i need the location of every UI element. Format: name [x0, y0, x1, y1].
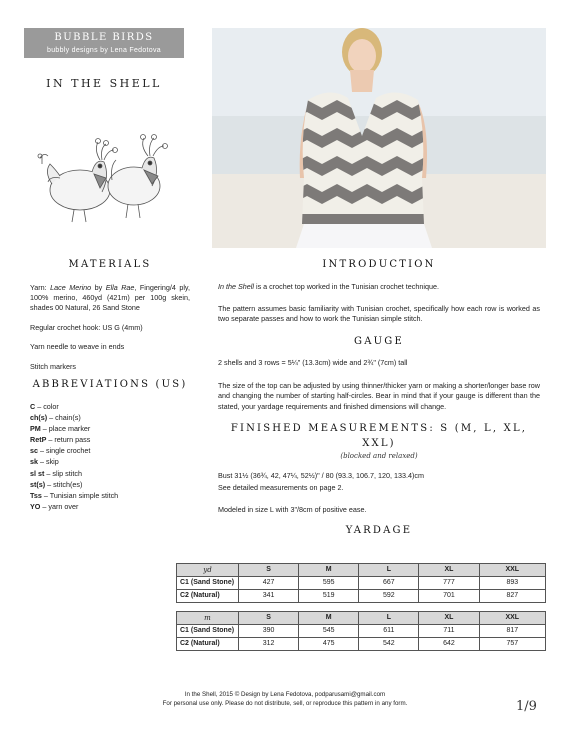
yardage-value: 427: [239, 577, 299, 590]
yardage-value: 827: [479, 590, 545, 603]
abbreviation-item: [30, 501, 190, 512]
sweater-photo-illustration: [212, 28, 546, 248]
yardage-value: 595: [299, 577, 359, 590]
size-header: L: [359, 564, 419, 577]
abbreviation-definition: – color: [35, 401, 59, 411]
size-header: L: [359, 612, 419, 625]
abbreviation-definition: – slip stitch: [44, 468, 82, 478]
abbreviations-list: [30, 401, 190, 513]
footer-copyright: In the Shell, 2015 © Design by Lena Fedotova, podparusami@gmail.com: [184, 691, 386, 698]
abbreviation-term: PM: [30, 423, 41, 433]
right-column: [218, 258, 540, 538]
yardage-table-yd: [176, 563, 546, 603]
see-measurements-text: See detailed measurements on page 2.: [218, 482, 344, 492]
abbreviation-definition: – place marker: [40, 423, 91, 433]
model-photo: [212, 28, 546, 248]
yardage-value: 701: [419, 590, 479, 603]
markers-text: Stitch markers: [30, 361, 76, 371]
yardage-value: 893: [479, 577, 545, 590]
abbreviation-term: sc: [30, 446, 38, 456]
table-header-row: [177, 612, 546, 625]
abbreviation-definition: – Tunisian simple stitch: [41, 490, 119, 500]
size-header: S: [239, 564, 299, 577]
intro-paragraph-2: The pattern assumes basic familiarity with Tunisian crochet, specifically how each row is worked as two separate passes and how to work the Tunisian simple stitch.: [218, 303, 540, 324]
intro-paragraph-1: [218, 282, 540, 292]
left-column: [30, 258, 190, 512]
yardage-value: 475: [299, 638, 359, 651]
size-header: XXL: [479, 564, 545, 577]
unit-label: yd: [177, 564, 239, 577]
hook-text: Regular crochet hook: US G (4mm): [30, 322, 143, 332]
color-label: C1 (Sand Stone): [177, 625, 239, 638]
abbreviation-term: C: [30, 401, 36, 411]
table-row: [177, 638, 546, 651]
bust-text: Bust 31½ (36¾, 42, 47¼, 52½)" / 80 (93.3, 106.7, 120, 133.4)cm: [218, 471, 424, 481]
footer-notice: For personal use only. Please do not distribute, sell, or reproduce this pattern in any form.: [162, 700, 408, 708]
yardage-value: 611: [359, 625, 419, 638]
intro-pattern-name: In the Shell: [218, 281, 254, 291]
abbreviation-term: YO: [30, 502, 41, 512]
yarn-prefix: Yarn:: [30, 282, 51, 292]
introduction-heading: INTRODUCTION: [322, 259, 436, 270]
yarn-name: Lace Merino: [50, 282, 92, 292]
gauge-paragraph-1: 2 shells and 3 rows = 5¼" (13.3cm) wide and 2¾" (7cm) tall: [218, 358, 408, 368]
size-header: S: [239, 612, 299, 625]
yardage-value: 542: [359, 638, 419, 651]
abbreviation-term: sl st: [30, 468, 45, 478]
size-header: M: [299, 612, 359, 625]
abbreviation-item: [30, 468, 190, 479]
abbreviation-definition: – return pass: [46, 435, 91, 445]
yardage-value: 667: [359, 577, 419, 590]
yardage-value: 312: [239, 638, 299, 651]
intro-text: is a crochet top worked in the Tunisian crochet technique.: [253, 281, 439, 291]
table-row: [177, 625, 546, 638]
abbreviation-item: [30, 445, 190, 456]
abbreviation-item: [30, 423, 190, 434]
yardage-value: 390: [239, 625, 299, 638]
yardage-value: 341: [239, 590, 299, 603]
abbreviations-heading: ABBREVIATIONS (US): [32, 379, 188, 391]
size-header: XL: [419, 612, 479, 625]
needle-text: Yarn needle to weave in ends: [30, 342, 125, 352]
modeled-text: Modeled in size L with 3"/8cm of positive ease.: [218, 505, 367, 515]
yardage-value: 711: [419, 625, 479, 638]
yarn-text: [30, 283, 190, 314]
table-header-row: [177, 564, 546, 577]
abbreviation-definition: – single crochet: [38, 446, 91, 456]
brand-tagline: bubbly designs by Lena Fedotova: [47, 46, 161, 54]
abbreviation-item: [30, 401, 190, 412]
yardage-heading: YARDAGE: [345, 524, 413, 536]
gauge-paragraph-2: The size of the top can be adjusted by using thinner/thicker yarn or making a shorter/longer base row and changing the number of starting half-circles. Bear in mind that if your gauge is different than the stated, your yardage requirements and finished dimensions will change.: [218, 380, 540, 411]
abbreviation-term: sk: [30, 457, 38, 467]
finished-measurements-heading: FINISHED MEASUREMENTS: S (M, L, XL, XXL): [230, 423, 528, 449]
abbreviation-definition: – skip: [38, 457, 59, 467]
abbreviation-term: st(s): [30, 479, 46, 489]
abbreviation-term: ch(s): [30, 412, 48, 422]
bird-illustration: [30, 118, 180, 228]
yardage-value: 777: [419, 577, 479, 590]
yardage-value: 519: [299, 590, 359, 603]
yardage-value: 757: [479, 638, 545, 651]
abbreviation-definition: – yarn over: [40, 502, 79, 512]
abbreviation-item: [30, 490, 190, 501]
yarn-brand: Ella Rae: [105, 282, 135, 292]
abbreviation-term: Tss: [30, 490, 42, 500]
abbreviation-definition: – stitch(es): [45, 479, 83, 489]
yardage-value: 642: [419, 638, 479, 651]
yardage-value: 817: [479, 625, 545, 638]
finished-measurements-subheading: (blocked and relaxed): [340, 452, 418, 461]
size-header: XXL: [479, 612, 545, 625]
yardage-value: 592: [359, 590, 419, 603]
materials-heading: MATERIALS: [68, 259, 152, 270]
abbreviation-term: RetP: [30, 435, 47, 445]
yarn-details: , Fingering/4 ply, 100% merino, 460yd (421m) per 100g skein, shades 00 Natural, 26 Sand Stone: [30, 282, 190, 313]
unit-label: m: [177, 612, 239, 625]
yarn-by: by: [91, 282, 106, 292]
abbreviation-item: [30, 434, 190, 445]
color-label: C2 (Natural): [177, 590, 239, 603]
color-label: C2 (Natural): [177, 638, 239, 651]
yardage-value: 545: [299, 625, 359, 638]
table-row: [177, 590, 546, 603]
color-label: C1 (Sand Stone): [177, 577, 239, 590]
abbreviation-item: [30, 412, 190, 423]
footer: [120, 690, 450, 709]
brand-name: BUBBLE BIRDS: [54, 32, 154, 43]
gauge-heading: GAUGE: [354, 335, 404, 347]
abbreviation-item: [30, 456, 190, 467]
abbreviation-item: [30, 479, 190, 490]
brand-banner: [24, 28, 184, 58]
pattern-title: IN THE SHELL: [46, 77, 162, 90]
abbreviation-definition: – chain(s): [47, 412, 81, 422]
page-number: 1/9: [516, 699, 537, 714]
size-header: XL: [419, 564, 479, 577]
table-row: [177, 577, 546, 590]
yardage-table-m: [176, 611, 546, 651]
size-header: M: [299, 564, 359, 577]
